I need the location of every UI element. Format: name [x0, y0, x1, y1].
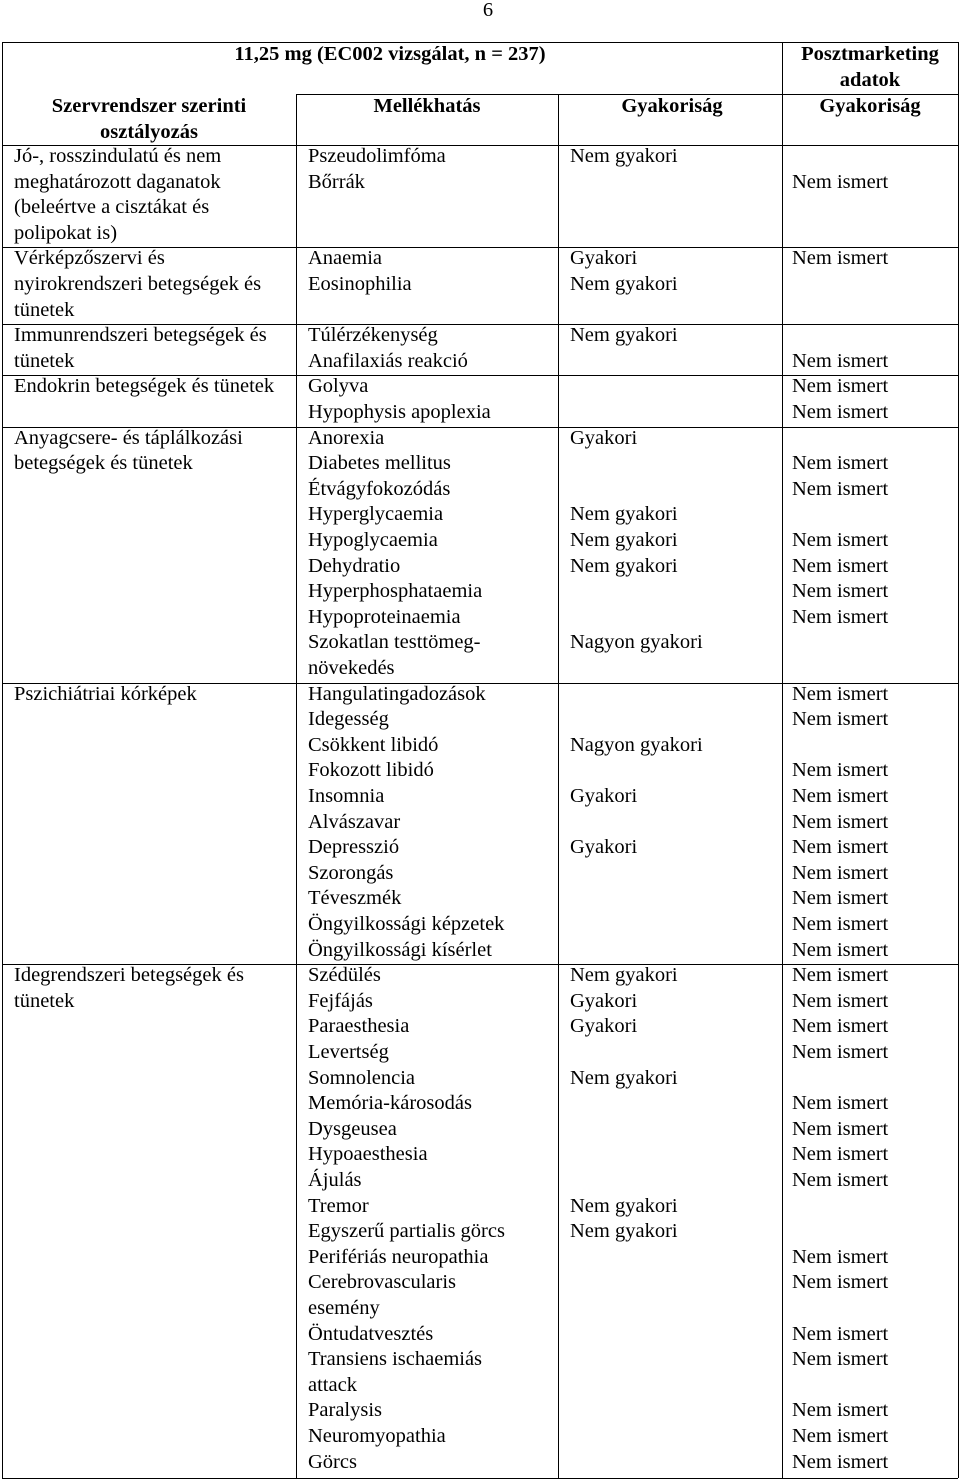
table-top-border [2, 42, 958, 43]
soc-label: Pszichiátriai kórképek [14, 682, 197, 705]
adverse-effect-cell: Hypoaesthesia [308, 1143, 428, 1166]
pm-frequency-cell: Nem ismert [792, 785, 889, 807]
pm-frequency-cell: Nem ismert [792, 1450, 889, 1473]
header-divider [296, 94, 958, 95]
adverse-effect-cell: esemény [308, 1297, 380, 1319]
soc-label: Vérképzőszervi és nyirokrendszeri betegségek és tünetek [14, 247, 262, 321]
pm-frequency-cell: Nem ismert [792, 1117, 889, 1140]
adverse-effect-cell: Levertség [308, 1041, 389, 1063]
frequency-cell: Gyakori [570, 989, 638, 1012]
col-border-1 [296, 94, 297, 1478]
frequency-cell: Gyakori [570, 247, 638, 270]
pm-frequency-cell: Nem ismert [792, 938, 889, 961]
adverse-effect-cell: Dehydratio [308, 554, 401, 577]
pm-frequency-cell: Nem ismert [792, 1399, 889, 1422]
pm-frequency-cell: Nem ismert [792, 836, 889, 859]
frequency-cell: Gyakori [570, 426, 638, 449]
adverse-effect-cell: Hypoglycaemia [308, 529, 438, 551]
adverse-effect-cell: Szokatlan testtömeg- [308, 631, 481, 654]
frequency-cell: Gyakori [570, 1015, 638, 1038]
soc-column-header: Szervrendszer szerinti osztályozás [51, 95, 247, 143]
pm-frequency-cell: Nem ismert [792, 605, 889, 628]
adverse-effect-cell: Transiens ischaemiás [308, 1348, 483, 1371]
pm-frequency-cell: Nem ismert [792, 401, 889, 423]
postmarketing-header: Posztmarketing adatok [801, 43, 939, 91]
frequency-cell: Gyakori [570, 785, 638, 807]
adverse-effect-cell: Insomnia [308, 785, 385, 807]
pm-frequency-cell: Nem ismert [792, 477, 889, 500]
pm-frequency-cell: Nem ismert [792, 708, 889, 731]
pm-frequency-cell: Nem ismert [792, 759, 889, 782]
adverse-effect-cell: Hyperphosphataemia [308, 580, 483, 603]
pm-frequency-cell: Nem ismert [792, 529, 889, 551]
adverse-effect-cell: Egyszerű partialis görcs [308, 1220, 505, 1243]
adverse-effect-cell: Hypophysis apoplexia [308, 401, 491, 423]
adverse-effect-cell: Anorexia [308, 426, 385, 449]
pm-frequency-cell: Nem ismert [792, 1041, 889, 1063]
frequency-cell: Nagyon gyakori [570, 631, 703, 654]
frequency-cell: Nem gyakori [570, 1066, 678, 1089]
adverse-effect-cell: Szédülés [308, 964, 381, 987]
adverse-effect-cell: Alvászavar [308, 810, 401, 833]
soc-label: Immunrendszeri betegségek és tünetek [14, 324, 267, 372]
adverse-effect-cell: Neuromyopathia [308, 1425, 446, 1447]
pm-frequency-cell: Nem ismert [792, 1092, 889, 1115]
pm-frequency-cell: Nem ismert [792, 1245, 889, 1268]
frequency-cell: Nem gyakori [570, 324, 678, 347]
adverse-effect-cell: Téveszmék [308, 887, 402, 910]
adverse-effect-cell: Golyva [308, 375, 369, 398]
adverse-effect-cell: Eosinophilia [308, 273, 412, 295]
adverse-effect-cell: Dysgeusea [308, 1117, 397, 1140]
adverse-effect-cell: Hangulatingadozások [308, 682, 486, 705]
pm-frequency-cell: Nem ismert [792, 913, 889, 935]
adverse-effect-cell: Fokozott libidó [308, 759, 434, 782]
pm-frequency-cell: Nem ismert [792, 964, 889, 987]
soc-label: Endokrin betegségek és tünetek [14, 375, 275, 398]
frequency-cell: Nem gyakori [570, 273, 678, 295]
adverse-effect-cell: Öngyilkossági képzetek [308, 913, 505, 935]
pm-frequency-cell: Nem ismert [792, 349, 889, 372]
pm-frequency-cell: Nem ismert [792, 989, 889, 1012]
adverse-effect-cell: Öngyilkossági kísérlet [308, 938, 492, 961]
col-border-2 [558, 94, 559, 1478]
adverse-effect-cell: Hypoproteinaemia [308, 605, 461, 628]
pm-frequency-cell: Nem ismert [792, 887, 889, 910]
soc-label: Idegrendszeri betegségek és tünetek [14, 964, 244, 1012]
adverse-effect-cell: Görcs [308, 1450, 357, 1473]
adverse-effect-cell: attack [308, 1373, 357, 1396]
pm-frequency-cell: Nem ismert [792, 810, 889, 833]
soc-label: Anyagcsere- és táplálkozási betegségek és tünetek [14, 426, 243, 475]
adverse-column-header: Mellékhatás [373, 95, 481, 117]
adverse-effect-cell: Túlérzékenység [308, 324, 438, 347]
pm-frequency-column-header: Gyakoriság [819, 95, 921, 117]
adverse-effect-cell: Perifériás neuropathia [308, 1245, 489, 1268]
adverse-effect-cell: Szorongás [308, 861, 394, 884]
pm-frequency-cell: Nem ismert [792, 580, 889, 603]
adverse-effect-cell: Tremor [308, 1194, 369, 1217]
frequency-cell: Nem gyakori [570, 964, 678, 987]
adverse-effect-cell: Pszeudolimfóma [308, 145, 446, 167]
adverse-effect-cell: Anaemia [308, 247, 382, 270]
pm-frequency-cell: Nem ismert [792, 1015, 889, 1038]
adverse-effect-cell: Hyperglycaemia [308, 503, 444, 526]
adverse-effect-cell: Fejfájás [308, 989, 373, 1012]
pm-frequency-cell: Nem ismert [792, 375, 889, 398]
pm-frequency-cell: Nem ismert [792, 682, 889, 705]
frequency-cell: Nagyon gyakori [570, 733, 703, 756]
frequency-cell: Gyakori [570, 836, 638, 859]
adverse-effect-cell: Anafilaxiás reakció [308, 349, 468, 372]
frequency-cell: Nem gyakori [570, 503, 678, 526]
pm-frequency-cell: Nem ismert [792, 554, 889, 577]
adverse-effect-cell: Memória-károsodás [308, 1092, 472, 1115]
adverse-effect-cell: Öntudatvesztés [308, 1322, 434, 1345]
pm-frequency-cell: Nem ismert [792, 861, 889, 884]
adverse-effect-cell: Diabetes mellitus [308, 452, 451, 475]
adverse-effect-cell: Ájulás [308, 1169, 362, 1191]
frequency-cell: Nem gyakori [570, 1194, 678, 1217]
adverse-effect-cell: Cerebrovascularis [308, 1271, 456, 1294]
adverse-effect-cell: Bőrrák [308, 170, 365, 193]
pm-frequency-cell: Nem ismert [792, 1322, 889, 1345]
frequency-cell: Nem gyakori [570, 529, 678, 551]
adverse-effect-cell: növekedés [308, 657, 395, 679]
pm-frequency-cell: Nem ismert [792, 1425, 889, 1447]
pm-frequency-cell: Nem ismert [792, 247, 889, 270]
frequency-cell: Nem gyakori [570, 145, 678, 167]
frequency-column-header: Gyakoriság [621, 95, 723, 117]
col-border-3 [782, 42, 783, 1478]
adverse-effect-cell: Paraesthesia [308, 1015, 410, 1038]
pm-frequency-cell: Nem ismert [792, 170, 889, 193]
col-border-left [2, 42, 3, 1478]
pm-frequency-cell: Nem ismert [792, 1169, 889, 1191]
pm-frequency-cell: Nem ismert [792, 452, 889, 475]
table-bottom-border [2, 1478, 958, 1479]
adverse-effect-cell: Étvágyfokozódás [308, 477, 451, 500]
pm-frequency-cell: Nem ismert [792, 1271, 889, 1294]
adverse-effect-cell: Idegesség [308, 708, 389, 731]
pm-frequency-cell: Nem ismert [792, 1348, 889, 1371]
study-title-header: 11,25 mg (EC002 vizsgálat, n = 237) [234, 43, 546, 65]
adverse-effect-cell: Csökkent libidó [308, 733, 439, 756]
adverse-effect-cell: Somnolencia [308, 1066, 416, 1089]
soc-label: Jó-, rosszindulatú és nem meghatározott daganatok (beleértve a cisztákat és polipokat is) [14, 145, 222, 244]
adverse-effect-cell: Paralysis [308, 1399, 383, 1422]
adverse-effect-cell: Depresszió [308, 836, 400, 859]
page-number: 6 [482, 0, 494, 21]
frequency-cell: Nem gyakori [570, 554, 678, 577]
pm-frequency-cell: Nem ismert [792, 1143, 889, 1166]
frequency-cell: Nem gyakori [570, 1220, 678, 1243]
col-border-right [958, 42, 959, 1478]
